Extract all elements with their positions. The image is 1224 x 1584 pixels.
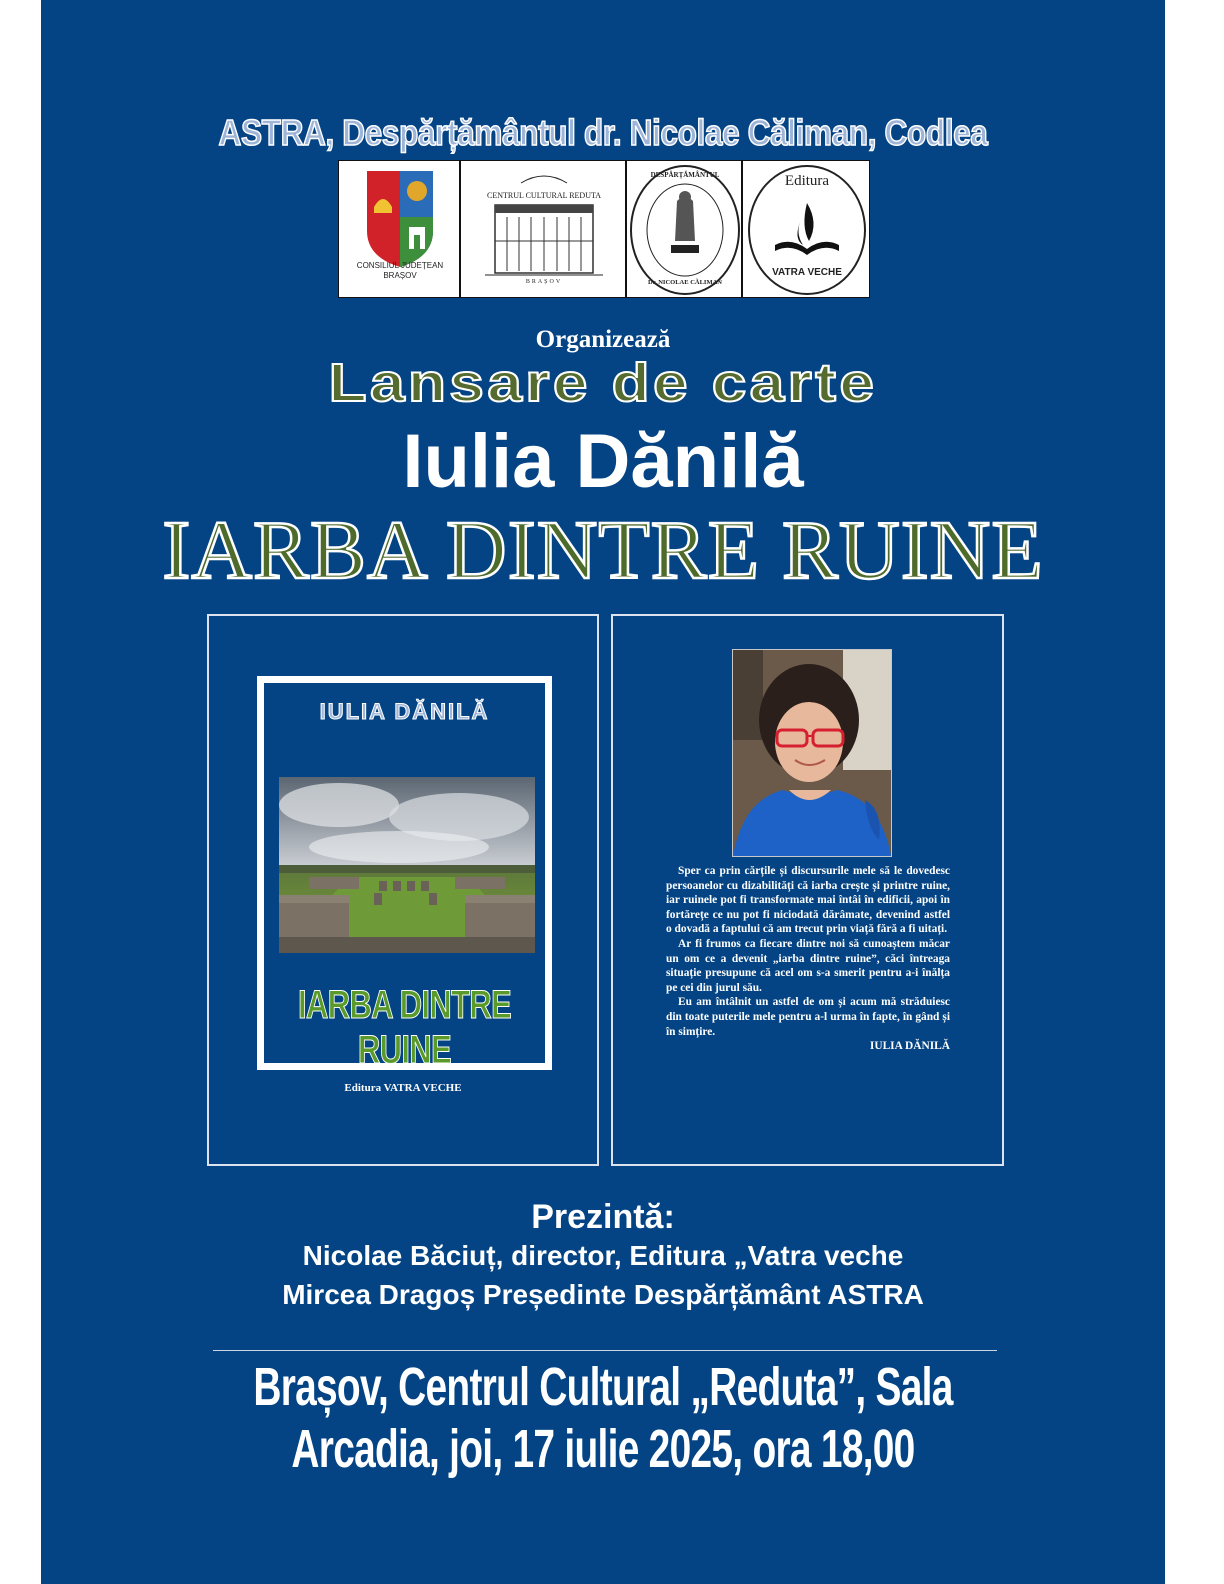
ruins-landscape-image xyxy=(279,777,535,953)
author-name: Iulia Dănilă xyxy=(402,419,804,504)
quote-paragraph: Ar fi frumos ca fiecare dintre noi să cunoaștem măcar un om ce a devenit „iarba dintre ruine”, căci întreaga situație presupune că acel om s-a smerit pentru a-i înălța pe cei din jurul său. xyxy=(666,937,950,994)
cover-title: IARBA DINTRE RUINE xyxy=(297,983,512,1072)
logo3-bottom-text: Dr. NICOLAE CĂLIMAN xyxy=(648,279,722,286)
logo1-line2: BRAȘOV xyxy=(383,271,417,280)
quote-paragraph: Sper ca prin cărțile și discursurile mele să le dovedesc persoanelor cu dizabilități că iarba crește și printre ruine, iar ruinele pot fi transformate mai întâi în edificii, apoi în fortărețe ce nu pot fi niciodată dărâmate, devenind astfel o dovadă a faptului că am trecut prin viață fără a fi uitați. xyxy=(666,865,950,936)
logo4-bottom-text: VATRA VECHE xyxy=(772,267,842,278)
logo2-bottom-text: BRAȘOV xyxy=(525,279,563,285)
centrul-cultural-reduta-logo xyxy=(460,160,626,298)
presenter-2: Mircea Dragoș Președinte Despărțământ ASTRA xyxy=(282,1279,924,1310)
event-type-heading: Lansare de carte xyxy=(328,353,878,413)
poster xyxy=(41,0,1165,1584)
book-cover xyxy=(257,676,552,1070)
quote-signature: IULIA DĂNILĂ xyxy=(869,1040,950,1053)
astra-seal-logo xyxy=(626,160,742,298)
author-quote-panel xyxy=(611,614,1004,1166)
editura-vatra-veche-logo xyxy=(742,160,870,298)
logo4-top-text: Editura xyxy=(784,173,830,189)
cover-publisher: Editura VATRA VECHE xyxy=(344,1082,462,1094)
book-title: IARBA DINTRE RUINE xyxy=(162,504,1044,597)
presenters-label: Prezintă: xyxy=(531,1198,675,1236)
author-quote xyxy=(666,864,950,1054)
organizes-label: Organizează xyxy=(535,326,671,353)
quote-paragraph: Eu am întâlnit un astfel de om și acum mă străduiesc din toate puterile mele pentru a-l urma în fapte, în gând și în simțire. xyxy=(666,996,950,1038)
cover-author: IULIA DĂNILĂ xyxy=(319,699,490,724)
divider-line xyxy=(213,1350,997,1351)
book-cover-panel xyxy=(207,614,599,1166)
astra-seal-icon xyxy=(627,161,742,298)
author-photo xyxy=(732,649,892,857)
reduta-building-icon xyxy=(461,161,626,298)
organizer-title: ASTRA, Despărțământul dr. Nicolae Căliman, Codlea xyxy=(218,112,988,153)
logo1-line1: CONSILIUL JUDEȚEAN xyxy=(356,261,444,270)
presenter-1: Nicolae Băciuț, director, Editura „Vatra veche xyxy=(302,1240,904,1271)
consiliul-judetean-logo xyxy=(338,160,460,298)
logo3-top-text: DESPĂRȚĂMÂNTUL xyxy=(650,171,720,179)
logo2-top-text: CENTRUL CULTURAL REDUTA xyxy=(486,191,602,200)
venue-details: Brașov, Centrul Cultural „Reduta”, Sala Arcadia, joi, 17 iulie 2025, ora 18,00 xyxy=(253,1357,953,1479)
